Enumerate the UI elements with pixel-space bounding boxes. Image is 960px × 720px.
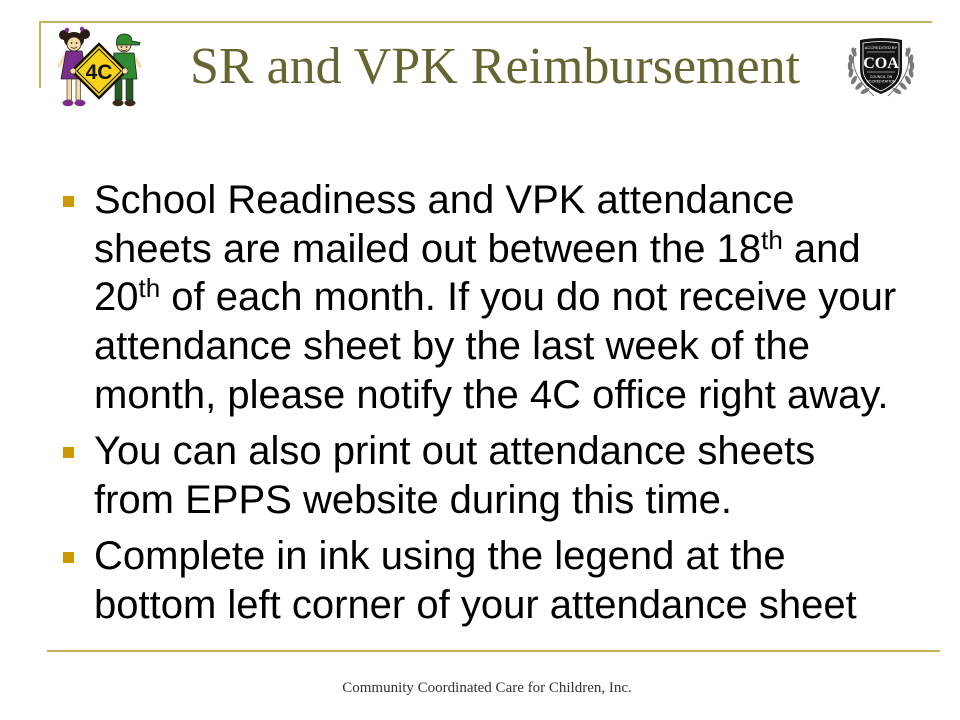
text-run: 20 <box>94 275 139 320</box>
bullet-1-line-3 <box>94 273 896 322</box>
left-rule-line <box>39 21 41 88</box>
4c-kids-logo-icon <box>56 26 142 112</box>
boy-hand <box>122 68 128 74</box>
bullet-item-2 <box>94 427 815 524</box>
bullet-1-line-4 <box>94 322 896 371</box>
boy-eye <box>126 46 128 48</box>
text-run: month, please notify the 4C office right away. <box>94 372 889 417</box>
boy-cap <box>117 34 141 45</box>
bullet-square-icon <box>63 552 74 563</box>
text-run: sheets are mailed out between the 18 <box>94 226 762 271</box>
bullet-square-icon <box>63 196 74 207</box>
girl-leg <box>67 79 72 100</box>
hair-bow <box>80 27 84 31</box>
hair-bow <box>65 28 69 32</box>
girl-shoe <box>75 100 86 106</box>
slide-footer: Community Coordinated Care for Children, Inc. <box>342 680 632 696</box>
bullet-2-line-1 <box>94 427 815 476</box>
text-run: School Readiness and VPK attendance <box>94 178 795 222</box>
text-run: of each month. If you do not receive your <box>160 275 897 320</box>
text-run: Complete in ink using the legend at the <box>94 534 786 578</box>
bullet-3-line-2 <box>94 581 857 630</box>
boy-shoe <box>125 100 136 106</box>
text-run: attendance sheet by the last week of the <box>94 324 811 369</box>
ordinal-superscript: th <box>761 224 783 255</box>
text-run: from EPPS website during this time. <box>94 477 733 522</box>
girl-eye <box>71 42 73 44</box>
bullet-3-line-1 <box>94 532 857 581</box>
girl-leg <box>76 79 81 100</box>
coa-top-lettering: ACCREDITED BY <box>864 45 898 50</box>
coa-accreditation-seal-icon <box>842 36 920 100</box>
bullet-2-line-2 <box>94 476 815 525</box>
bullet-item-3 <box>94 532 857 629</box>
bullet-item-1 <box>94 176 896 419</box>
bullet-1-line-1 <box>94 176 896 225</box>
text-run: and <box>782 226 861 271</box>
girl-hand <box>70 68 76 74</box>
coa-bottom-lettering: COUNCIL ON <box>869 75 893 79</box>
4c-logo-lettering: 4C <box>85 61 113 84</box>
bullet-square-icon <box>63 447 74 458</box>
bullet-1-line-2 <box>94 225 896 274</box>
bottom-rule-line <box>47 650 940 652</box>
slide-title: SR and VPK Reimbursement <box>190 38 801 95</box>
bullet-1-line-5 <box>94 371 896 420</box>
text-run: bottom left corner of your attendance sheet <box>94 582 857 627</box>
text-run: You can also print out attendance sheets <box>94 429 816 473</box>
girl-face <box>67 37 81 51</box>
boy-eye <box>121 46 123 48</box>
girl-shoe <box>63 100 74 106</box>
girl-eye <box>76 42 78 44</box>
coa-main-lettering: COA <box>863 55 899 72</box>
boy-shoe <box>113 100 124 106</box>
coa-bottom-lettering: ACCREDITATION <box>866 79 896 84</box>
boy-pants-leg <box>126 79 133 100</box>
ordinal-superscript: th <box>138 273 161 304</box>
top-rule-line <box>40 21 932 23</box>
